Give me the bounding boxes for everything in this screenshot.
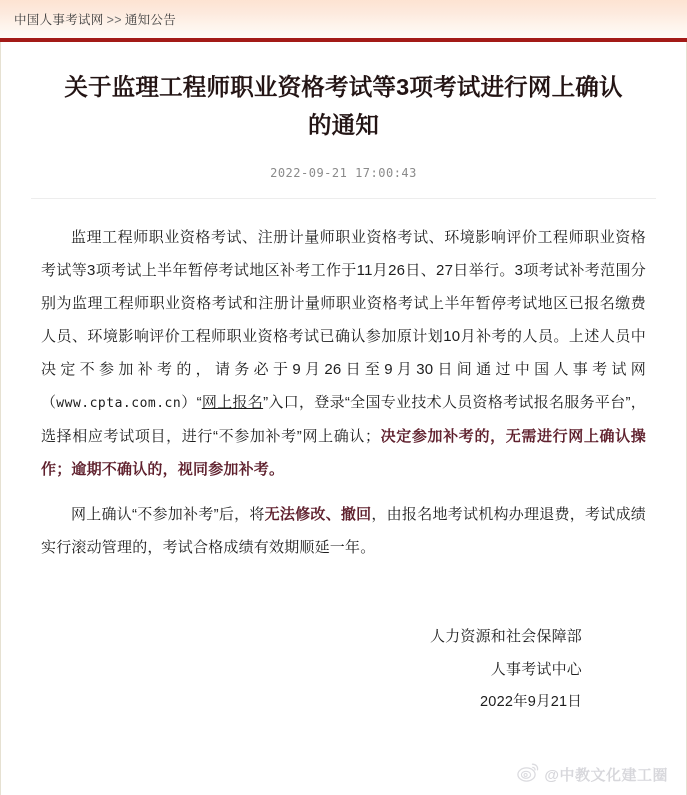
signature-block bbox=[23, 620, 664, 719]
website-url: www.cpta.com.cn bbox=[56, 396, 182, 411]
top-banner bbox=[0, 0, 687, 38]
article-body bbox=[23, 221, 664, 564]
watermark-text: @中教文化建工圈 bbox=[544, 767, 668, 784]
watermark bbox=[517, 762, 668, 787]
text-run: 网上确认“不参加补考”后，将 bbox=[71, 506, 265, 523]
breadcrumb-site-link[interactable]: 中国人事考试网 bbox=[14, 13, 104, 27]
signature-date: 2022年9月21日 bbox=[480, 694, 582, 710]
breadcrumb bbox=[14, 12, 176, 28]
breadcrumb-separator-icon: >> bbox=[106, 13, 122, 27]
paragraph-1 bbox=[41, 221, 646, 486]
page-title: 关于监理工程师职业资格考试等3项考试进行网上确认的通知 bbox=[64, 74, 623, 138]
emphasized-text: 无法修改、撤回 bbox=[264, 506, 372, 523]
publish-timestamp: 2022-09-21 17:00:43 bbox=[270, 166, 417, 180]
text-run: ）“ bbox=[181, 394, 202, 411]
breadcrumb-section[interactable]: 通知公告 bbox=[124, 13, 177, 27]
signature-organization: 人力资源和社会保障部 bbox=[429, 628, 582, 645]
text-run: 监理工程师职业资格考试、注册计量师职业资格考试、环境影响评价工程师职业资格考试等3项考试上半年暂停考试地区补考工作于11月26日、27日举行。3项考试补考范围分别为监理工程师职业资格考试和注册计量师职业资格考试上半年暂停考试地区已报名缴费人员、环境影响评价工程师职业资格考试已确认参加原计划10月补考的人员。上述人员中决定不参加补考的，请务必于9月26日至9月30日间通过中国人事考试网（ bbox=[41, 229, 646, 411]
signature-department: 人事考试中心 bbox=[490, 661, 582, 678]
emphasized-text: 决定参加补考的，无需进行网上确认操作；逾期不确认的，视同参加补考。 bbox=[41, 428, 646, 478]
underlined-term: 网上报名 bbox=[201, 394, 264, 411]
text-run: ”入口，登录“全国专业技术人员资格考试报名服务平台”，选择相应考试项目，进行“不参加补考”网上确认； bbox=[41, 394, 646, 445]
weibo-icon bbox=[517, 762, 539, 787]
header-divider bbox=[31, 198, 656, 199]
text-run: ，由报名地考试机构办理退费，考试成绩实行滚动管理的，考试合格成绩有效期顺延一年。 bbox=[41, 506, 647, 556]
paragraph-2 bbox=[41, 498, 646, 564]
article-card bbox=[0, 42, 687, 795]
